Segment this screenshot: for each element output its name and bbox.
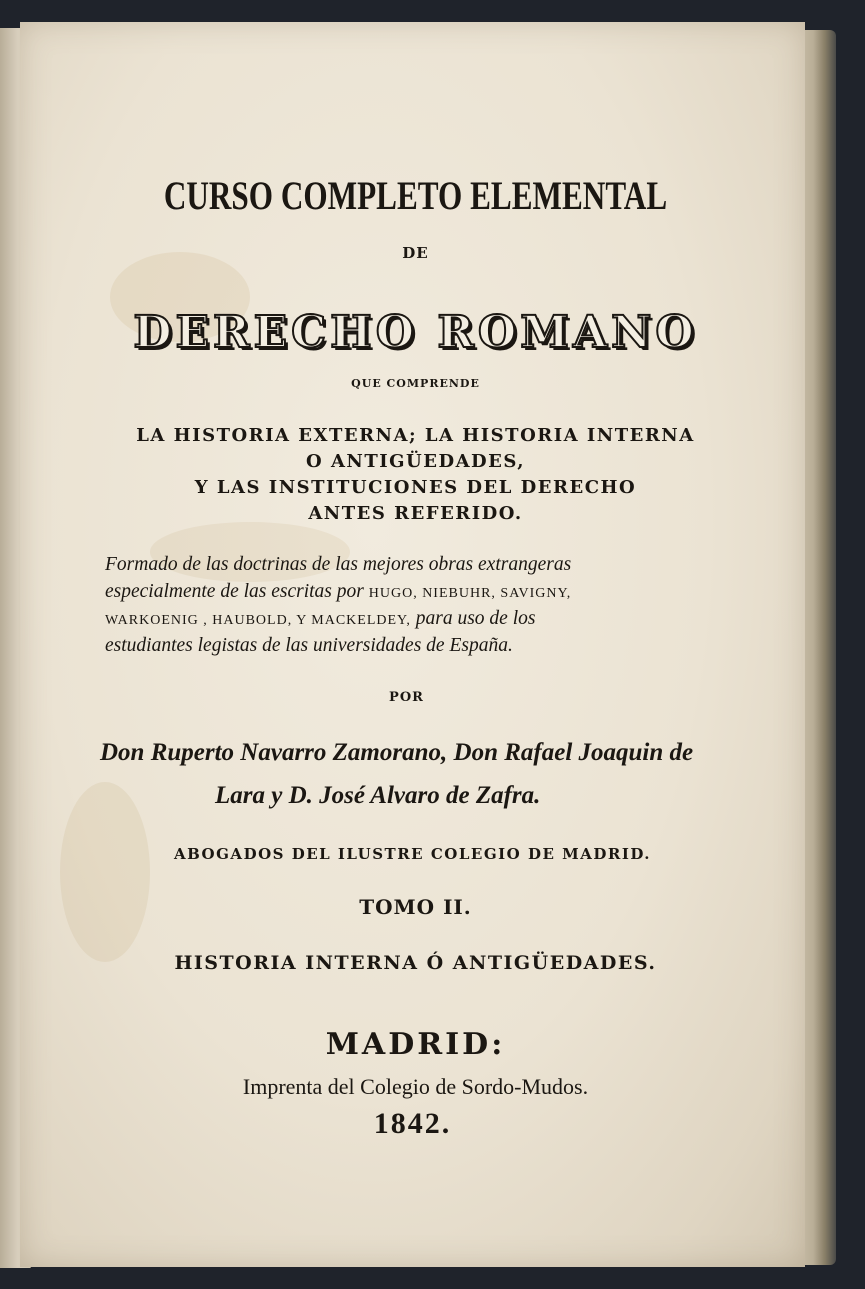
title-de: DE <box>402 244 429 262</box>
que-comprende: QUE COMPRENDE <box>351 377 480 390</box>
tomo-label: TOMO II. <box>359 895 472 919</box>
authors-line-1: Don Ruperto Navarro Zamorano, Don Rafael Joaquin de <box>100 739 694 766</box>
description-line: Formado de las doctrinas de las mejores obras extrangeras <box>105 554 572 575</box>
volume-title: HISTORIA INTERNA Ó ANTIGÜEDADES. <box>174 952 657 974</box>
title-page <box>20 22 805 1267</box>
authors-line-2: Lara y D. José Alvaro de Zafra. <box>215 782 541 809</box>
title-line-2: DERECHO ROMANO <box>133 307 698 358</box>
description-line <box>105 605 745 634</box>
description-text: especialmente de las escritas por <box>105 581 369 602</box>
subtitle-line: LA HISTORIA EXTERNA; LA HISTORIA INTERNA <box>136 425 695 446</box>
description-names: HUGO, NIEBUHR, SAVIGNY, <box>368 586 572 601</box>
subtitle-line: O ANTIGÜEDADES, <box>306 451 525 472</box>
subtitle-line: ANTES REFERIDO. <box>308 503 523 524</box>
subtitle-line: Y LAS INSTITUCIONES DEL DERECHO <box>194 477 637 498</box>
description-line: estudiantes legistas de las universidades de España. <box>105 635 513 656</box>
paper-stain <box>60 782 150 962</box>
imprint-year: 1842. <box>373 1107 452 1140</box>
description-text: para uso de los <box>410 608 536 629</box>
title-line-1: CURSO COMPLETO ELEMENTAL <box>163 173 668 218</box>
abogados-line: ABOGADOS DEL ILUSTRE COLEGIO DE MADRID. <box>173 845 652 863</box>
imprint-printer: Imprenta del Colegio de Sordo-Mudos. <box>242 1074 589 1099</box>
description-names: WARKOENIG , HAUBOLD, Y MACKELDEY, <box>105 613 411 628</box>
imprint-city: MADRID: <box>325 1027 506 1062</box>
description-line <box>105 578 745 607</box>
por: POR <box>389 690 424 705</box>
